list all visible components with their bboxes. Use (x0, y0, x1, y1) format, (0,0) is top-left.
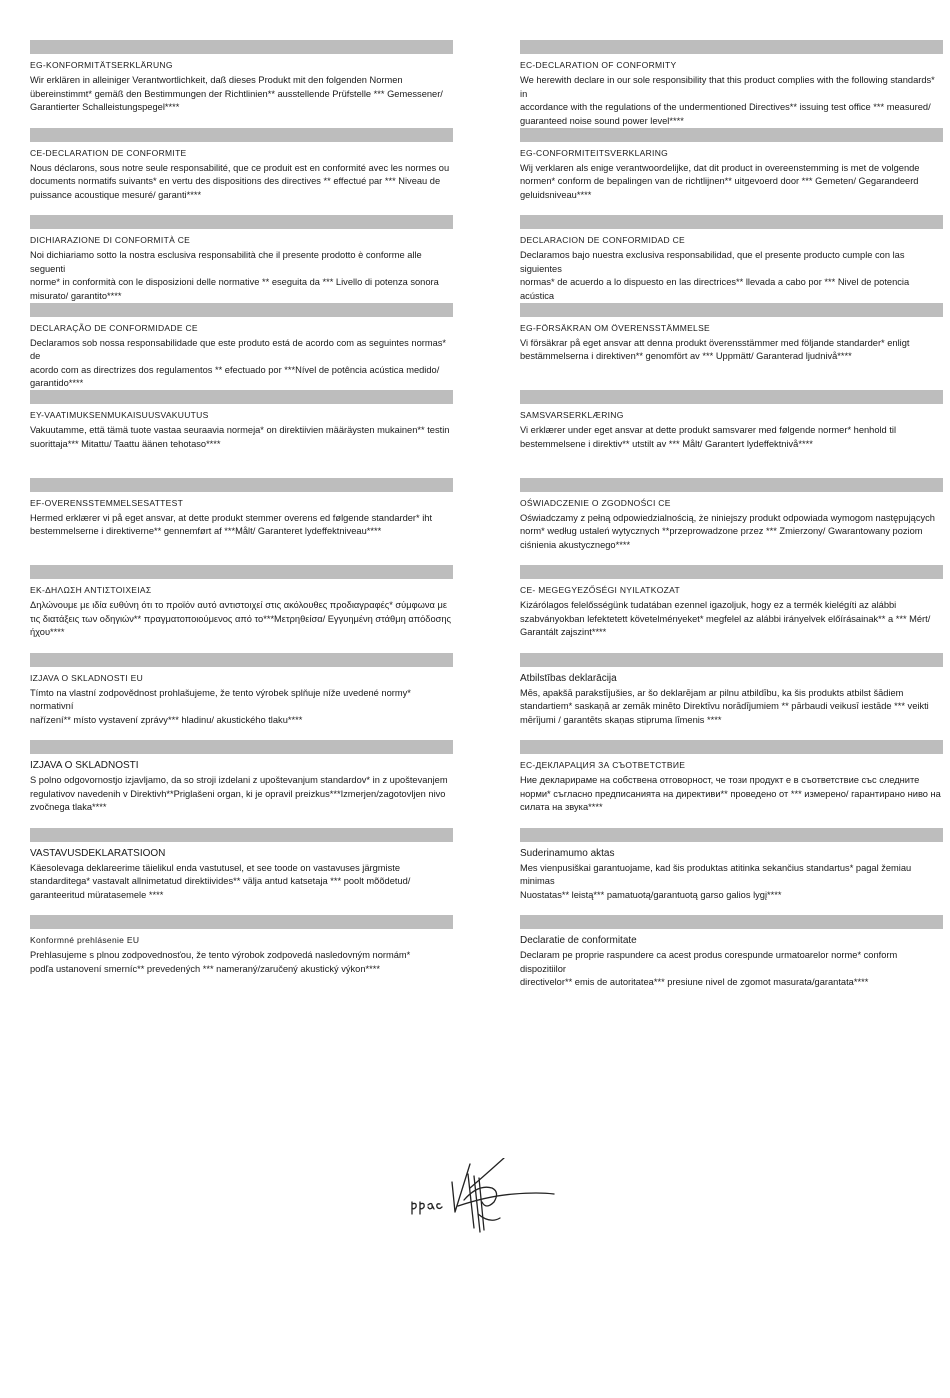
section-divider-bar (30, 653, 453, 667)
signature (408, 1158, 558, 1244)
declaration-block (30, 390, 453, 478)
section-divider-bar (30, 390, 453, 404)
declaration-text: Declaram pe proprie raspundere ca acest produs corespunde urmatoarelor norme* conform dispozitiilor directivelor** emis de autoritatea*** presiune nivel de zgomot masurata/garantata**** (520, 950, 898, 988)
declaration-block (520, 915, 943, 1003)
declaration-block (520, 128, 943, 216)
declaration-title: SAMSVARSERKLÆRING (520, 410, 624, 420)
declaration-text: Mes vienpusiškai garantuojame, kad šis produktas atitinka sekančius standartus* pagal žemiau minimas Nuostatas** leistą*** pamatuotą/garantuotą garso galios lygį**** (520, 862, 912, 900)
declaration-title: DECLARAÇÃO DE CONFORMIDADE CE (30, 322, 198, 333)
declaration-block (520, 215, 943, 303)
section-divider-bar (520, 478, 943, 492)
section-divider-bar (30, 915, 453, 929)
declaration-title: CE- MEGEGYEZŐSÉGI NYILATKOZAT (520, 585, 680, 595)
section-divider-bar (30, 478, 453, 492)
declaration-text: Vi erklærer under eget ansvar at dette produkt samsvarer med følgende normer* henhold til bestemmelsene i direktiv** utstilt av *** Målt/ Garantert lydeffektnivå**** (520, 425, 897, 449)
declaration-title: EF-OVERENSSTEMMELSESATTEST (30, 497, 184, 508)
declaration-block (30, 653, 453, 741)
section-divider-bar (520, 303, 943, 317)
declaration-title: OŚWIADCZENIE O ZGODNOŚCI CE (520, 497, 671, 508)
declaration-block (520, 478, 943, 566)
declaration-block (30, 740, 453, 828)
declaration-text: Ние декларираме на собствена отговорност, че този продукт е в съответствие със следните норми* съгласно предписанията на директиви** проведено от *** измерено/ гарантирано ниво на силата на звука**** (520, 775, 941, 813)
declaration-text: Prehlasujeme s plnou zodpovednosťou, že tento výrobok zodpovedá nasledovným normám* podľa ustanovení smerníc** prevedených *** nameraný/zaručený akustický výkon**** (30, 950, 411, 974)
section-divider-bar (30, 828, 453, 842)
declaration-title: CE-DECLARATION DE CONFORMITE (30, 147, 187, 158)
declaration-text: Nous déclarons, sous notre seule responsabilité, que ce produit est en conformité avec les normes ou documents normatifs suivants* en vertu des dispositions des directives ** effectué par *** Niveau de puissance acoustique mesuré/ garanti**** (30, 162, 450, 200)
declaration-title: EG-FÖRSÄKRAN OM ÖVERENSSTÄMMELSE (520, 322, 711, 333)
declaration-block (520, 653, 943, 741)
section-divider-bar (30, 128, 453, 142)
declaration-text: Vakuutamme, että tämä tuote vastaa seuraavia normeja* on direktiivien määräysten mukainen** testin suorittaja*** Mitattu/ Taattu äänen tehotaso**** (30, 425, 450, 449)
section-divider-bar (30, 565, 453, 579)
section-divider-bar (30, 40, 453, 54)
declaration-title: IZJAVA O SKLADNOSTI EU (30, 672, 144, 683)
declaration-text: Käesolevaga deklareerime täielikul enda vastutusel, et see toode on vastavuses järgmiste standarditega* vastavalt allnimetatud direktiivides** välja antud katsetaja *** poolt mõõdetud/ garanteeritud müratasemele **** (30, 862, 411, 900)
declaration-block (30, 478, 453, 566)
section-divider-bar (30, 215, 453, 229)
declaration-block (30, 828, 453, 916)
section-divider-bar (30, 303, 453, 317)
declaration-title: Konformné prehlásenie EU (30, 935, 140, 945)
declaration-block (30, 40, 453, 128)
declaration-block (520, 828, 943, 916)
section-divider-bar (520, 390, 943, 404)
declaration-text: Noi dichiariamo sotto la nostra esclusiva responsabilità che il presente prodotto è conforme alle seguenti norme* in conformità con le disposizioni delle normative ** eseguita da *** Livello di potenza sonora misurato/ garantito**** (30, 250, 439, 301)
declaration-title: EG-CONFORMITEITSVERKLARING (520, 147, 669, 158)
declaration-title: Suderinamumo aktas (520, 847, 615, 859)
declaration-text: Δηλώνουμε με ιδία ευθύνη ότι το προϊόν αυτό αντιστοιχεί στις ακόλουθες προδιαγραφές* σύμφωνα με τις διατάξεις των οδηγιών** πραγματοποιούμενος από το***Μετρηθείσα/ Εγγυημένη στάθμη απόδοσης ήχου**** (30, 600, 452, 638)
declaration-title: DECLARACION DE CONFORMIDAD CE (520, 235, 686, 245)
declaration-text: Oświadczamy z pełną odpowiedzialnością, że niniejszy produkt odpowiada wymogom następujących norm* według ustaleń wytycznych **przeprowadzone przez *** Zmierzony/ Gwarantowany poziom ciśnienia akustycznego**** (520, 512, 935, 550)
declaration-text: Vi försäkrar på eget ansvar att denna produkt överensstämmer med följande standarder* enligt bestämmelserna i direktiven** genomfört av *** Uppmätt/ Garanterad ljudnivå**** (520, 337, 910, 362)
declaration-block (520, 303, 943, 391)
section-divider-bar (520, 215, 943, 229)
declaration-text: Mēs, apakšā parakstījušies, ar šo deklarējam ar pilnu atbildību, ka šis produkts atbilst šādiem standartiem* saskaņā ar zemāk minēto Direktīvu norādījumiem ** pārbaudi veikusī iestāde *** veikti mērījumi / garantēts skaņas stipruma līmenis **** (520, 687, 929, 725)
declaration-title: ЕС-ДЕКЛАРАЦИЯ ЗА СЪОТВЕТСТВИЕ (520, 760, 686, 770)
left-column (30, 40, 453, 1003)
section-divider-bar (520, 565, 943, 579)
section-divider-bar (520, 915, 943, 929)
declaration-block (30, 128, 453, 216)
declaration-title: EC-DECLARATION OF CONFORMITY (520, 60, 677, 70)
declaration-block (520, 40, 943, 128)
section-divider-bar (30, 740, 453, 754)
declaration-block (30, 215, 453, 303)
declaration-block (520, 390, 943, 478)
declaration-text: Declaramos bajo nuestra exclusiva responsabilidad, que el presente producto cumple con las siguientes normas* de acuerdo a lo dispuesto en las directrices** llevada a cabo por *** Nivel de potencia acústica (520, 250, 910, 301)
declaration-title: EY-VAATIMUKSENMUKAISUUSVAKUUTUS (30, 410, 209, 420)
declaration-block (30, 915, 453, 1003)
declaration-block (30, 565, 453, 653)
declaration-title: VASTAVUSDEKLARATSIOON (30, 847, 166, 859)
declaration-title: ΕΚ-ΔΗΛΩΣΗ ΑΝΤΙΣΤΟΙΧΕΙΑΣ (30, 585, 152, 595)
declaration-title: DICHIARAZIONE DI CONFORMITÀ CE (30, 235, 191, 245)
declaration-title: EG-KONFORMITÄTSERKLÄRUNG (30, 60, 173, 70)
declaration-block (30, 303, 453, 391)
right-column (520, 40, 943, 1003)
declaration-text: We herewith declare in our sole responsibility that this product complies with the following standards* in accordance with the regulations of the undermentioned Directives** issuing test office *** measured/ guaranteed noise sound power level**** (520, 75, 935, 126)
declaration-text: Kizárólagos felelősségünk tudatában ezennel igazoljuk, hogy ez a termék kielégíti az alábbi szabványokban lefektetett követelményeket* megfelel az alábbi irányelvek előírásainak** a *** Mért/ Garantált zajszint**** (520, 600, 931, 638)
declaration-block (520, 740, 943, 828)
section-divider-bar (520, 40, 943, 54)
declaration-text: Wir erklären in alleiniger Verantwortlichkeit, daß dieses Produkt mit den folgenden Normen übereinstimmt* gemäß den Bestimmungen der Richtlinien** ausstellende Prüfstelle *** Gemessener/ Garantierter Schalleistungspegel**** (30, 75, 443, 113)
declaration-text: Hermed erklærer vi på eget ansvar, at dette produkt stemmer overens ed følgende standarder* iht bestemmelserne i direktiverne** gennemført af ***Målt/ Garanteret lydeffektniveau**** (30, 512, 433, 537)
declaration-title: Declaratie de conformitate (520, 935, 637, 946)
section-divider-bar (520, 128, 943, 142)
declaration-title: IZJAVA O SKLADNOSTI (30, 760, 139, 771)
declaration-text: S polno odgovornostjo izjavljamo, da so stroji izdelani z upoštevanjum standardov* in z upoštevanjem regulativov navedenih v Direktivh**Priglašeni organ, ki je opravil preizkus***Izmerjen/zagotovljen nivo zvočnega tlaka**** (30, 775, 448, 813)
section-divider-bar (520, 740, 943, 754)
declaration-text: Tímto na vlastní zodpovědnost prohlašujeme, že tento výrobek splňuje níže uvedené normy* normativní nařízení** místo vystavení zprávy*** hladinu/ akustického tlaku**** (30, 687, 411, 725)
declaration-text: Declaramos sob nossa responsabilidade que este produto está de acordo com as seguintes normas* de acordo com as directrizes dos regulamentos ** efectuado por ***Nível de potência acústica medido/ garantido**** (30, 337, 447, 389)
section-divider-bar (520, 828, 943, 842)
section-divider-bar (520, 653, 943, 667)
declaration-block (520, 565, 943, 653)
declaration-title: Atbilstības deklarācija (520, 672, 617, 684)
declaration-text: Wij verklaren als enige verantwoordelijke, dat dit product in overeenstemming is met de volgende normen* conform de bepalingen van de richtlijnen** uitgevoerd door *** Gemeten/ Gegarandeerd geluidsniveau**** (520, 162, 920, 200)
